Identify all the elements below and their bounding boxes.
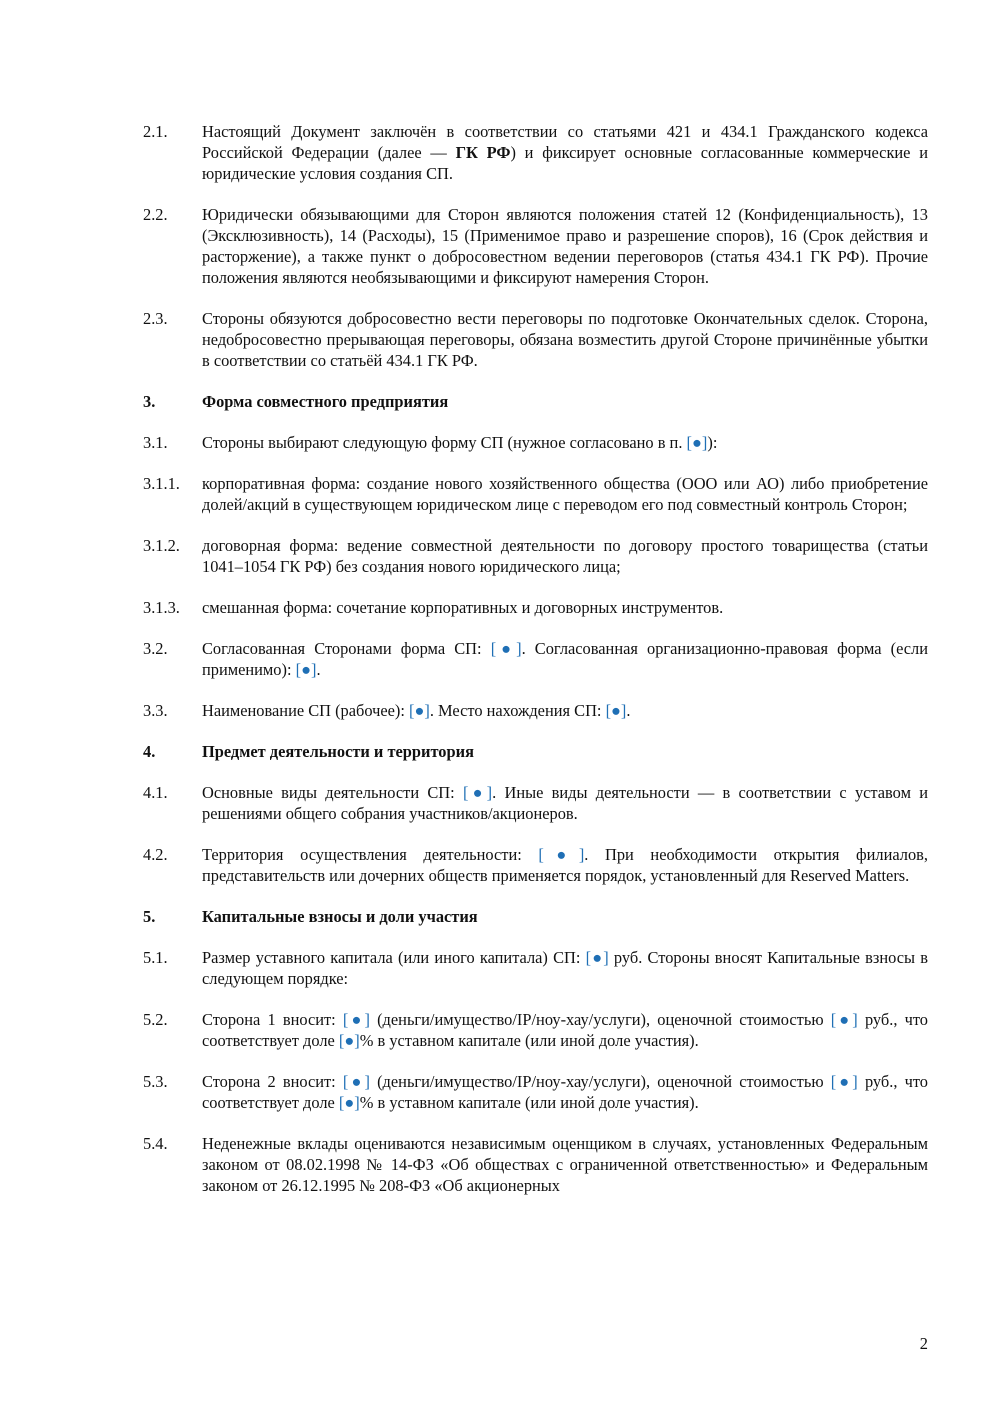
clause (143, 473, 928, 515)
placeholder-marker: [●] (830, 1072, 858, 1091)
clause-text (202, 473, 928, 515)
text-run: Сторона 1 вносит: (202, 1010, 343, 1029)
section-title (202, 391, 928, 412)
clause-text (202, 535, 928, 577)
clause-number: 5.1. (143, 948, 168, 967)
clause-text (202, 844, 928, 886)
clause (143, 597, 928, 618)
placeholder-marker: [●] (686, 433, 708, 452)
text-run: смешанная форма: сочетание корпоративных и договорных инструментов. (202, 598, 724, 617)
text-run: . (316, 660, 321, 679)
clause-number: 4. (143, 742, 156, 761)
text-run: Размер уставного капитала (или иного капитала) СП: (202, 948, 586, 967)
clause (143, 700, 928, 721)
text-run: % в уставном капитале (или иной доле участия). (359, 1093, 699, 1112)
clause-number: 3.2. (143, 639, 168, 658)
clause (143, 1133, 928, 1196)
placeholder-marker: [●] (338, 1031, 360, 1050)
text-run: (деньги/имущество/IP/ноу-хау/услуги), оценочной стоимостью (369, 1072, 831, 1091)
clause-number: 5. (143, 907, 156, 926)
placeholder-marker: [●] (338, 1093, 360, 1112)
placeholder-marker: [●] (342, 1010, 370, 1029)
clause-number: 4.1. (143, 783, 168, 802)
text-run: Территория осуществления деятельности: (202, 845, 539, 864)
placeholder-marker: [●] (830, 1010, 858, 1029)
section-title (202, 906, 928, 927)
text-run: . При необходимости открытия филиалов, представительств или дочерних обществ применяется порядок, установленный для Reserved Matters. (202, 845, 928, 885)
text-run: ) и фиксирует основные согласованные коммерческие и юридические условия создания СП. (202, 143, 928, 183)
clause-number: 2.1. (143, 122, 168, 141)
clause-text (202, 432, 928, 453)
text-run: Неденежные вклады оцениваются независимым оценщиком в случаях, установленных Федеральным законом от 08.02.1998 № 14-ФЗ «Об обществах с ограниченной ответственностью» и Федеральным законом от 26.12.1995 № 208-ФЗ «Об акционерных (202, 1134, 928, 1195)
clause-number: 3.1.3. (143, 598, 180, 617)
text-run: ): (707, 433, 718, 452)
clause-number: 4.2. (143, 845, 168, 864)
clause (143, 1009, 928, 1051)
section-heading (143, 906, 928, 927)
clause-number: 3.3. (143, 701, 168, 720)
clause (143, 947, 928, 989)
clause (143, 1071, 928, 1113)
defined-term: ГК РФ (455, 143, 511, 162)
clause-text (202, 308, 928, 371)
placeholder-marker: [●] (462, 783, 493, 802)
text-run: Основные виды деятельности СП: (202, 783, 463, 802)
text-run: (деньги/имущество/IP/ноу-хау/услуги), оценочной стоимостью (369, 1010, 831, 1029)
section-heading (143, 391, 928, 412)
placeholder-marker: [●] (490, 639, 522, 658)
text-run: Капитальные взносы и доли участия (202, 907, 478, 926)
text-run: % в уставном капитале (или иной доле участия). (359, 1031, 699, 1050)
document-body (143, 121, 928, 1216)
clause (143, 844, 928, 886)
clause (143, 782, 928, 824)
placeholder-marker: [●] (538, 845, 585, 864)
text-run: руб., что соответствует доле (202, 1072, 929, 1112)
text-run: Стороны обязуются добросовестно вести переговоры по подготовке Окончательных сделок. Сторона, недобросовестно прерывающая переговоры, обязана возместить другой Стороне причинённые убытки в соответствии со статьёй 434.1 ГК РФ. (202, 309, 928, 370)
clause (143, 638, 928, 680)
clause (143, 204, 928, 288)
clause-number: 5.2. (143, 1010, 168, 1029)
clause-text (202, 947, 928, 989)
section-title (202, 741, 928, 762)
clause-number: 2.3. (143, 309, 168, 328)
clause-text (202, 1133, 928, 1196)
clause-number: 5.4. (143, 1134, 168, 1153)
page-number: 2 (919, 1334, 928, 1353)
clause-text (202, 204, 928, 288)
clause-text (202, 700, 928, 721)
clause-text (202, 121, 928, 184)
text-run: . (626, 701, 631, 720)
text-run: Предмет деятельности и территория (202, 742, 474, 761)
placeholder-marker: [●] (585, 948, 609, 967)
text-run: корпоративная форма: создание нового хозяйственного общества (ООО или АО) либо приобретение долей/акций в существующем юридическом лице с переводом его под совместный контроль Сторон; (202, 474, 928, 514)
placeholder-marker: [●] (409, 701, 430, 720)
clause-number: 3.1. (143, 433, 168, 452)
section-heading (143, 741, 928, 762)
text-run: Наименование СП (рабочее): (202, 701, 410, 720)
clause-text (202, 1009, 928, 1051)
text-run: . Согласованная организационно-правовая форма (если применимо): (202, 639, 928, 679)
clause-text (202, 597, 928, 618)
text-run: Сторона 2 вносит: (202, 1072, 343, 1091)
clause (143, 121, 928, 184)
text-run: Юридически обязывающими для Сторон являются положения статей 12 (Конфиденциальность), 13 (Эксклюзивность), 14 (Расходы), 15 (Применимое право и разрешение споров), 16 (Срок действия и расторжение), а также пункт о добросовестном ведении переговоров (статья 434.1 ГК РФ). Прочие положения являются необязывающими и фиксируют намерения Сторон. (202, 205, 928, 287)
text-run: . Иные виды деятельности — в соответствии с уставом и решениями общего собрания участников/акционеров. (202, 783, 928, 823)
clause-number: 2.2. (143, 205, 168, 224)
clause-number: 3.1.2. (143, 536, 180, 555)
text-run: Стороны выбирают следующую форму СП (нужное согласовано в п. (202, 433, 687, 452)
text-run: руб. Стороны вносят Капитальные взносы в следующем порядке: (202, 948, 928, 988)
clause-number: 5.3. (143, 1072, 168, 1091)
clause-text (202, 638, 928, 680)
placeholder-marker: [●] (295, 660, 317, 679)
clause-number: 3. (143, 392, 156, 411)
clause-text (202, 1071, 928, 1113)
text-run: договорная форма: ведение совместной деятельности по договору простого товарищества (статьи 1041–1054 ГК РФ) без создания нового юридического лица; (202, 536, 928, 576)
text-run: руб., что соответствует доле (202, 1010, 929, 1050)
text-run: Согласованная Сторонами форма СП: (202, 639, 491, 658)
placeholder-marker: [●] (342, 1072, 370, 1091)
text-run: Форма совместного предприятия (202, 392, 449, 411)
clause (143, 308, 928, 371)
text-run: . Место нахождения СП: (429, 701, 606, 720)
clause-text (202, 782, 928, 824)
placeholder-marker: [●] (605, 701, 627, 720)
text-run: Настоящий Документ заключён в соответствии со статьями 421 и 434.1 Гражданского кодекса Российской Федерации (далее — (202, 122, 928, 162)
clause (143, 432, 928, 453)
clause (143, 535, 928, 577)
clause-number: 3.1.1. (143, 474, 180, 493)
